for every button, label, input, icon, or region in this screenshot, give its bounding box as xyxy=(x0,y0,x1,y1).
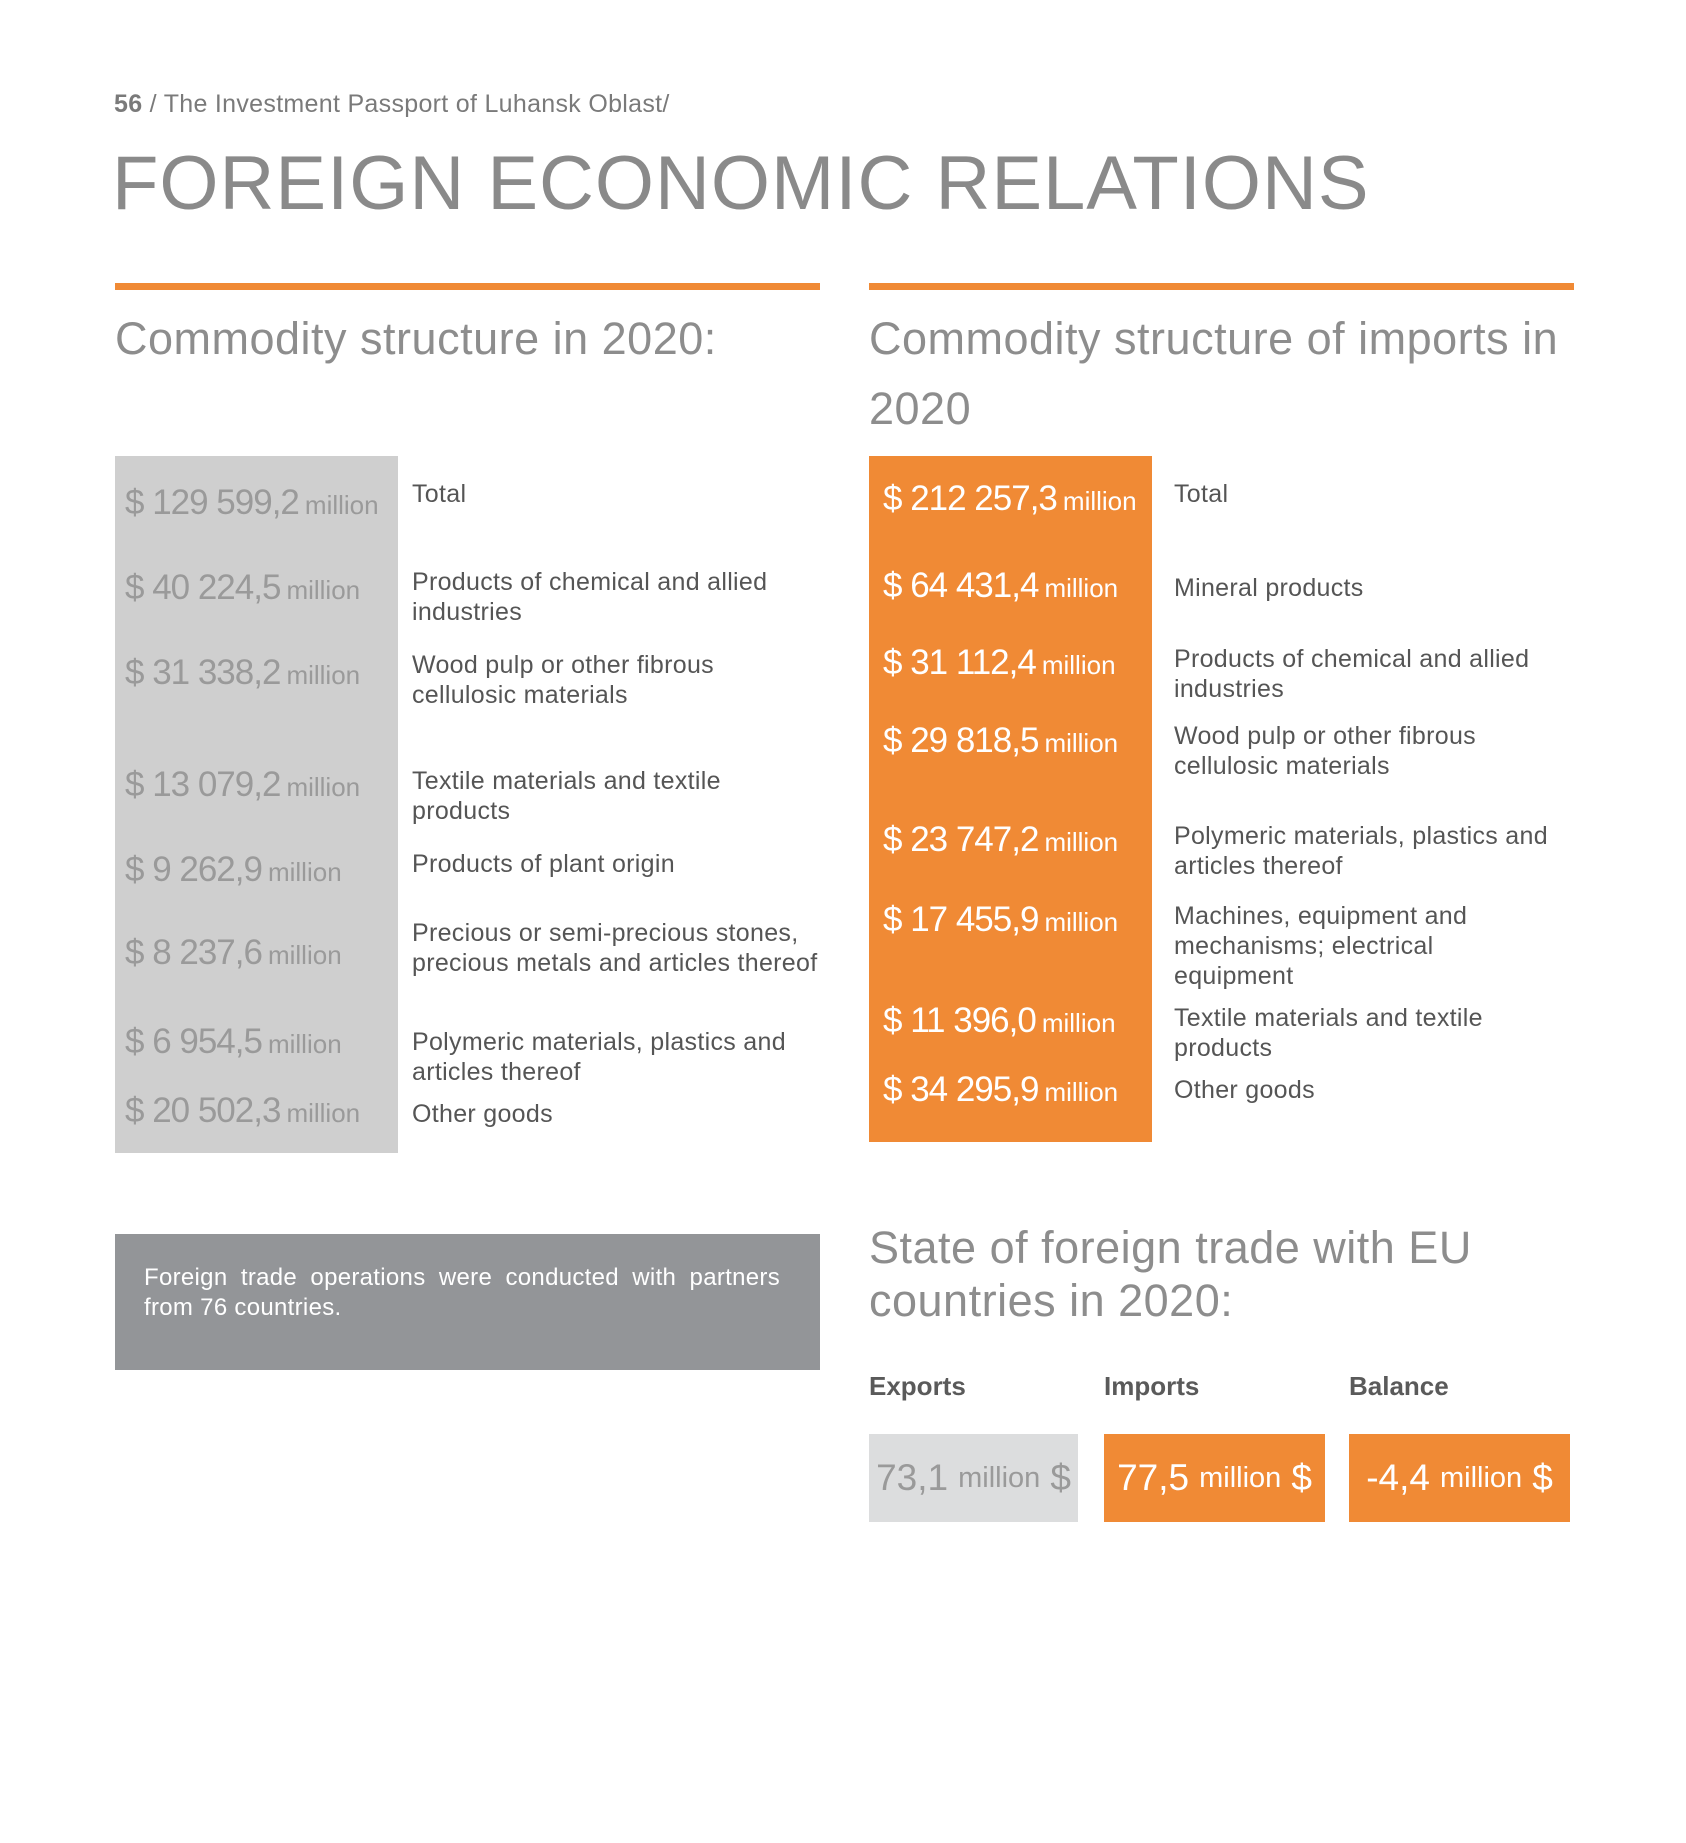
export-label: Products of plant origin xyxy=(412,850,675,878)
eu-balance-label: Balance xyxy=(1349,1371,1449,1401)
eu-imports-value-box: 77,5 million $ xyxy=(1104,1434,1325,1522)
export-amount: $ 8 237,6 million xyxy=(125,933,342,972)
eu-imports-label: Imports xyxy=(1104,1371,1200,1401)
partners-note-box xyxy=(115,1234,820,1370)
imports-heading: Commodity structure of imports in 2020 xyxy=(869,313,1559,434)
import-label: Products of chemical and allied industries xyxy=(1174,645,1530,703)
export-label: Total xyxy=(412,480,467,508)
export-label: Polymeric materials, plastics and articles thereof xyxy=(412,1028,786,1086)
export-amount: $ 9 262,9 million xyxy=(125,850,342,889)
exports-heading: Commodity structure in 2020: xyxy=(115,313,717,364)
import-amount: $ 11 396,0 million xyxy=(883,1001,1116,1040)
import-label: Mineral products xyxy=(1174,574,1364,602)
import-label: Other goods xyxy=(1174,1076,1315,1104)
export-label: Wood pulp or other fibrous cellulosic materials xyxy=(412,651,714,709)
eu-trade-heading: State of foreign trade with EU countries in 2020: xyxy=(869,1222,1472,1326)
left-section-rule xyxy=(115,283,820,290)
export-amount: $ 13 079,2 million xyxy=(125,765,361,804)
export-amount: $ 31 338,2 million xyxy=(125,653,361,692)
eu-exports-label: Exports xyxy=(869,1371,966,1401)
right-section-rule xyxy=(869,283,1574,290)
import-amount: $ 29 818,5 million xyxy=(883,721,1119,760)
eu-exports-value-box: 73,1 million $ xyxy=(869,1434,1078,1522)
import-label: Machines, equipment and mechanisms; electrical equipment xyxy=(1174,902,1468,990)
export-amount: $ 20 502,3 million xyxy=(125,1091,361,1130)
partners-note-text: Foreign trade operations were conducted with partners from 76 countries. xyxy=(144,1264,780,1321)
import-amount: $ 212 257,3 million xyxy=(883,479,1137,518)
page-number: 56 xyxy=(114,90,143,118)
export-label: Textile materials and textile products xyxy=(412,767,721,825)
import-label: Wood pulp or other fibrous cellulosic materials xyxy=(1174,722,1476,780)
export-amount: $ 129 599,2 million xyxy=(125,483,379,522)
page-title: FOREIGN ECONOMIC RELATIONS xyxy=(112,141,1370,226)
import-amount: $ 31 112,4 million xyxy=(883,643,1116,682)
export-amount: $ 40 224,5 million xyxy=(125,568,361,607)
import-amount: $ 23 747,2 million xyxy=(883,820,1119,859)
import-label: Textile materials and textile products xyxy=(1174,1004,1483,1062)
import-label: Total xyxy=(1174,480,1229,508)
export-label: Other goods xyxy=(412,1100,553,1128)
import-amount: $ 34 295,9 million xyxy=(883,1070,1119,1109)
running-title: / The Investment Passport of Luhansk Oblast/ xyxy=(149,90,670,118)
export-amount: $ 6 954,5 million xyxy=(125,1022,342,1061)
export-label: Products of chemical and allied industries xyxy=(412,568,768,626)
export-label: Precious or semi-precious stones, precious metals and articles thereof xyxy=(412,919,818,977)
import-label: Polymeric materials, plastics and articles thereof xyxy=(1174,822,1548,880)
eu-balance-value-box: -4,4 million $ xyxy=(1349,1434,1570,1522)
import-amount: $ 17 455,9 million xyxy=(883,900,1119,939)
running-header xyxy=(114,90,670,119)
import-amount: $ 64 431,4 million xyxy=(883,566,1119,605)
